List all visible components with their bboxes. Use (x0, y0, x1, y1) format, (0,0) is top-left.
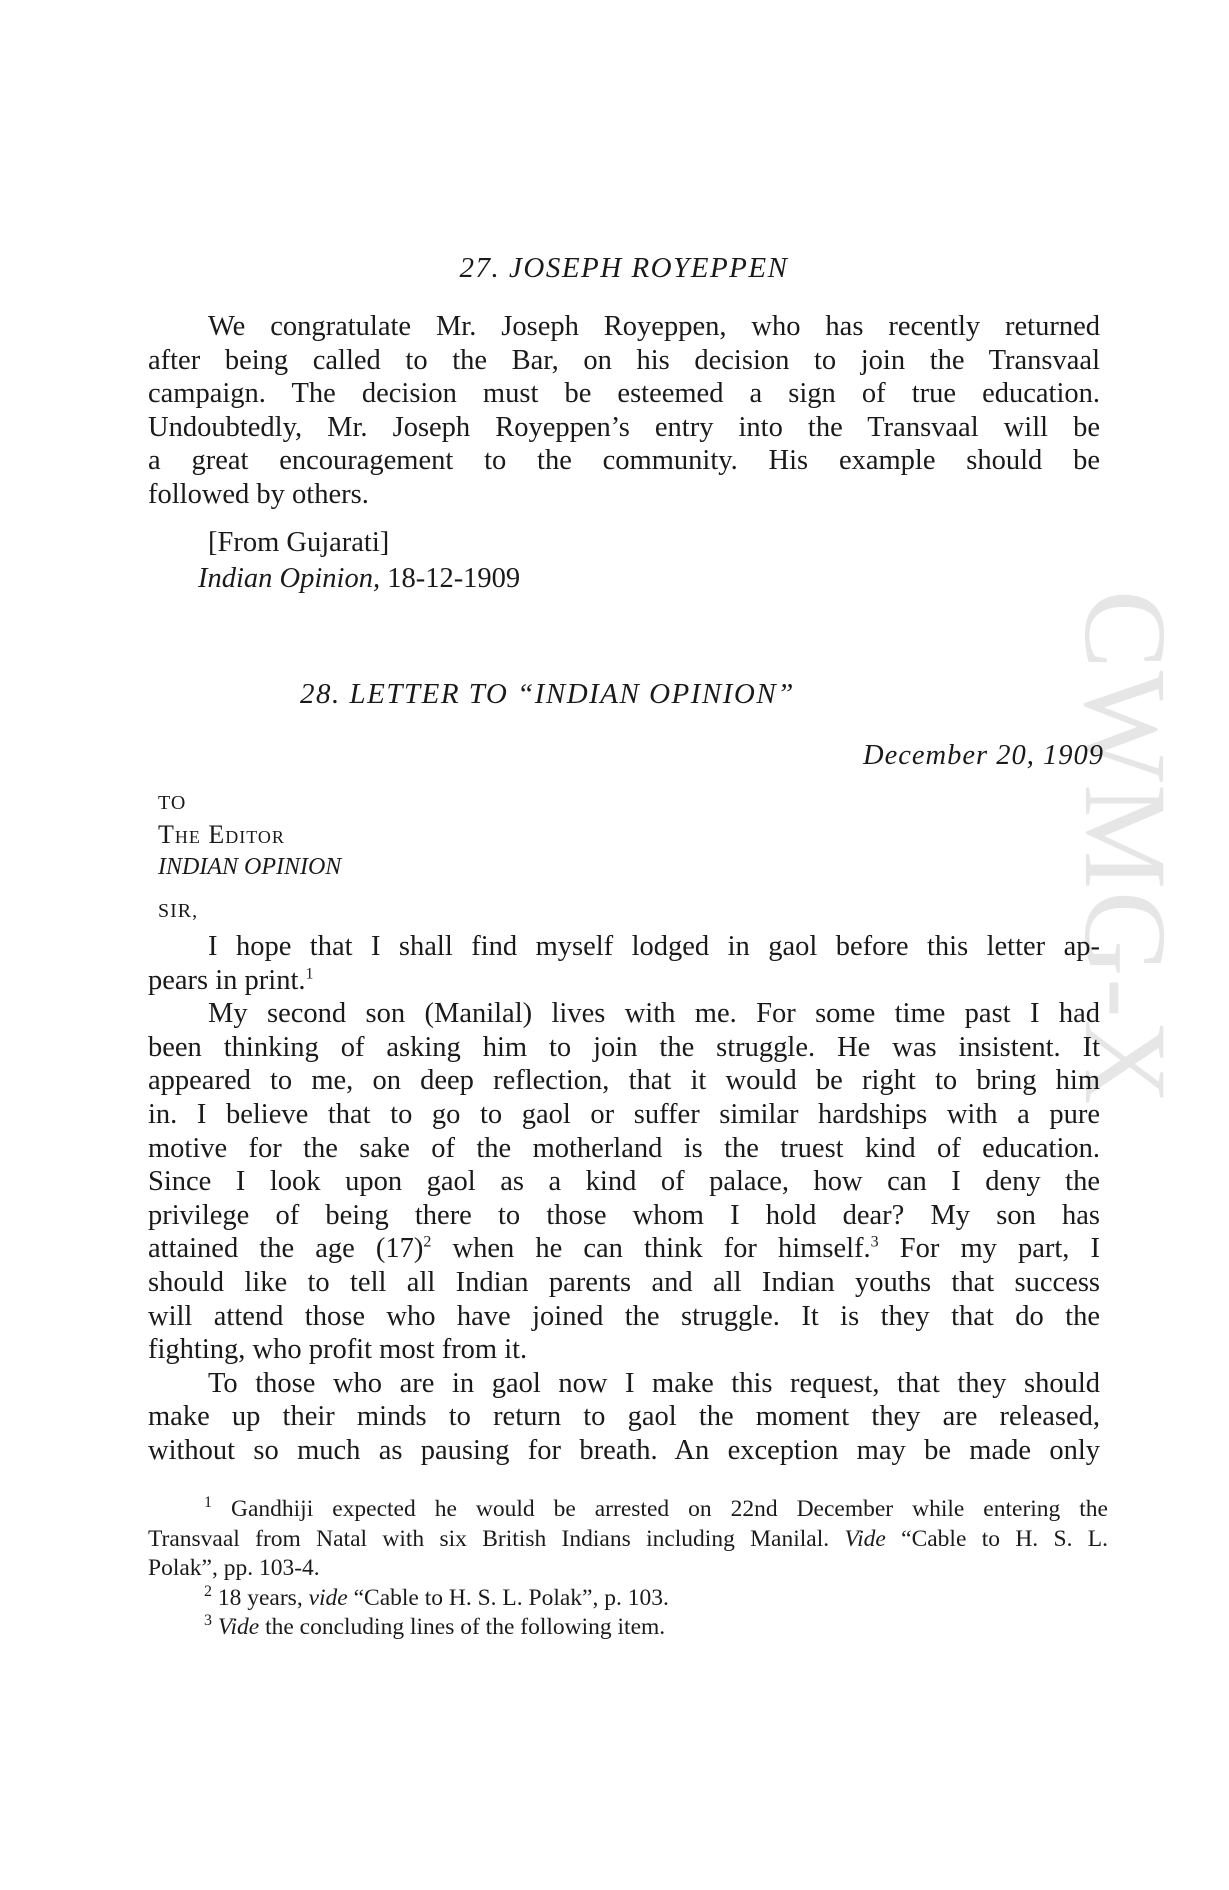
text-line: privilege of being there to those whom I hold dear? My son has (148, 1199, 1100, 1231)
letter-date: December 20, 1909 (863, 740, 1104, 771)
text-line: Undoubtedly, Mr. Joseph Royeppen’s entry into the Transvaal will be (148, 411, 1100, 443)
text-line: I hope that I shall find myself lodged in gaol before this letter ap- (208, 931, 1100, 962)
footnote-1: $^1$ Gandhiji expected he would be arrested on 22nd December while entering the (204, 1494, 1108, 1522)
text-line: make up their minds to return to gaol the moment they are released, (148, 1401, 1100, 1433)
address-to: TO (158, 792, 187, 814)
text-line: To those who are in gaol now I make this request, that they should (208, 1367, 1100, 1399)
source-note: [From Gujarati] (208, 527, 390, 558)
text-line: in. I believe that to go to gaol or suffer similar hardships with a pure (148, 1098, 1100, 1130)
article-28-title: 28. LETTER TO “INDIAN OPINION” (300, 678, 795, 710)
letter-paragraph-2 (148, 997, 1100, 1367)
text-line: motive for the sake of the motherland is the truest kind of education. (148, 1132, 1100, 1164)
footnote-1-line-3: Polak”, pp. 103-4. (148, 1555, 320, 1581)
text-line: attained the age $(17)^2$ when he can think for himself.$^3$ For my part, I (148, 1233, 1101, 1265)
footnote-ref-2: 2 (423, 1233, 432, 1251)
footnote-1-line-2: Transvaal from Natal with six British Indians including Manilal. Vide “Cable to H. S. L. (148, 1525, 1109, 1552)
text-line: should like to tell all Indian parents and all Indian youths that success (148, 1266, 1100, 1298)
address-paper: INDIAN OPINION (158, 854, 342, 880)
footnotes (148, 1495, 1108, 1643)
watermark: CWMG-X (1060, 590, 1191, 1107)
address-editor: The Editor (158, 820, 285, 849)
footnote-3: $^3$ Vide the concluding lines of the following item. (204, 1612, 666, 1640)
article-27-title: 27. JOSEPH ROYEPPEN (459, 252, 789, 284)
text-line: after being called to the Bar, on his decision to join the Transvaal (148, 344, 1100, 376)
letter-body (148, 930, 1100, 1468)
text-line: pears in print.$^1$ (148, 964, 314, 996)
text-line: My second son (Manilal) lives with me. For some time past I had (208, 998, 1100, 1030)
source-date: 18-12-1909 (387, 563, 521, 594)
text-line: campaign. The decision must be esteemed a sign of true education. (148, 378, 1100, 410)
source-line (198, 563, 520, 595)
text-line: been thinking of asking him to join the struggle. He was insistent. It (148, 1031, 1100, 1063)
text-line: without so much as pausing for breath. An exception may be made only (148, 1434, 1100, 1466)
text-line: followed by others. (148, 478, 369, 510)
article-27-body (148, 310, 1100, 512)
text-line: will attend those who have joined the struggle. It is they that do the (148, 1300, 1100, 1332)
salutation: SIR, (158, 900, 199, 922)
letter-paragraph-1 (148, 930, 1100, 997)
text-line: fighting, who profit most from it. (148, 1334, 528, 1366)
footnote-ref-3: 3 (870, 1233, 879, 1251)
source-publication: Indian Opinion, (198, 563, 381, 594)
text-line: Since I look upon gaol as a kind of palace, how can I deny the (148, 1166, 1100, 1198)
text-line: appeared to me, on deep reflection, that it would be right to bring him (148, 1065, 1100, 1097)
footnote-2: $^2$ 18 years, vide “Cable to H. S. L. Polak”, p. 103. (204, 1582, 669, 1611)
text-line: a great encouragement to the community. His example should be (148, 445, 1100, 477)
footnote-ref-1: 1 (305, 965, 314, 983)
letter-paragraph-3 (148, 1367, 1100, 1468)
text-line: We congratulate Mr. Joseph Royeppen, who has recently returned (208, 311, 1100, 342)
